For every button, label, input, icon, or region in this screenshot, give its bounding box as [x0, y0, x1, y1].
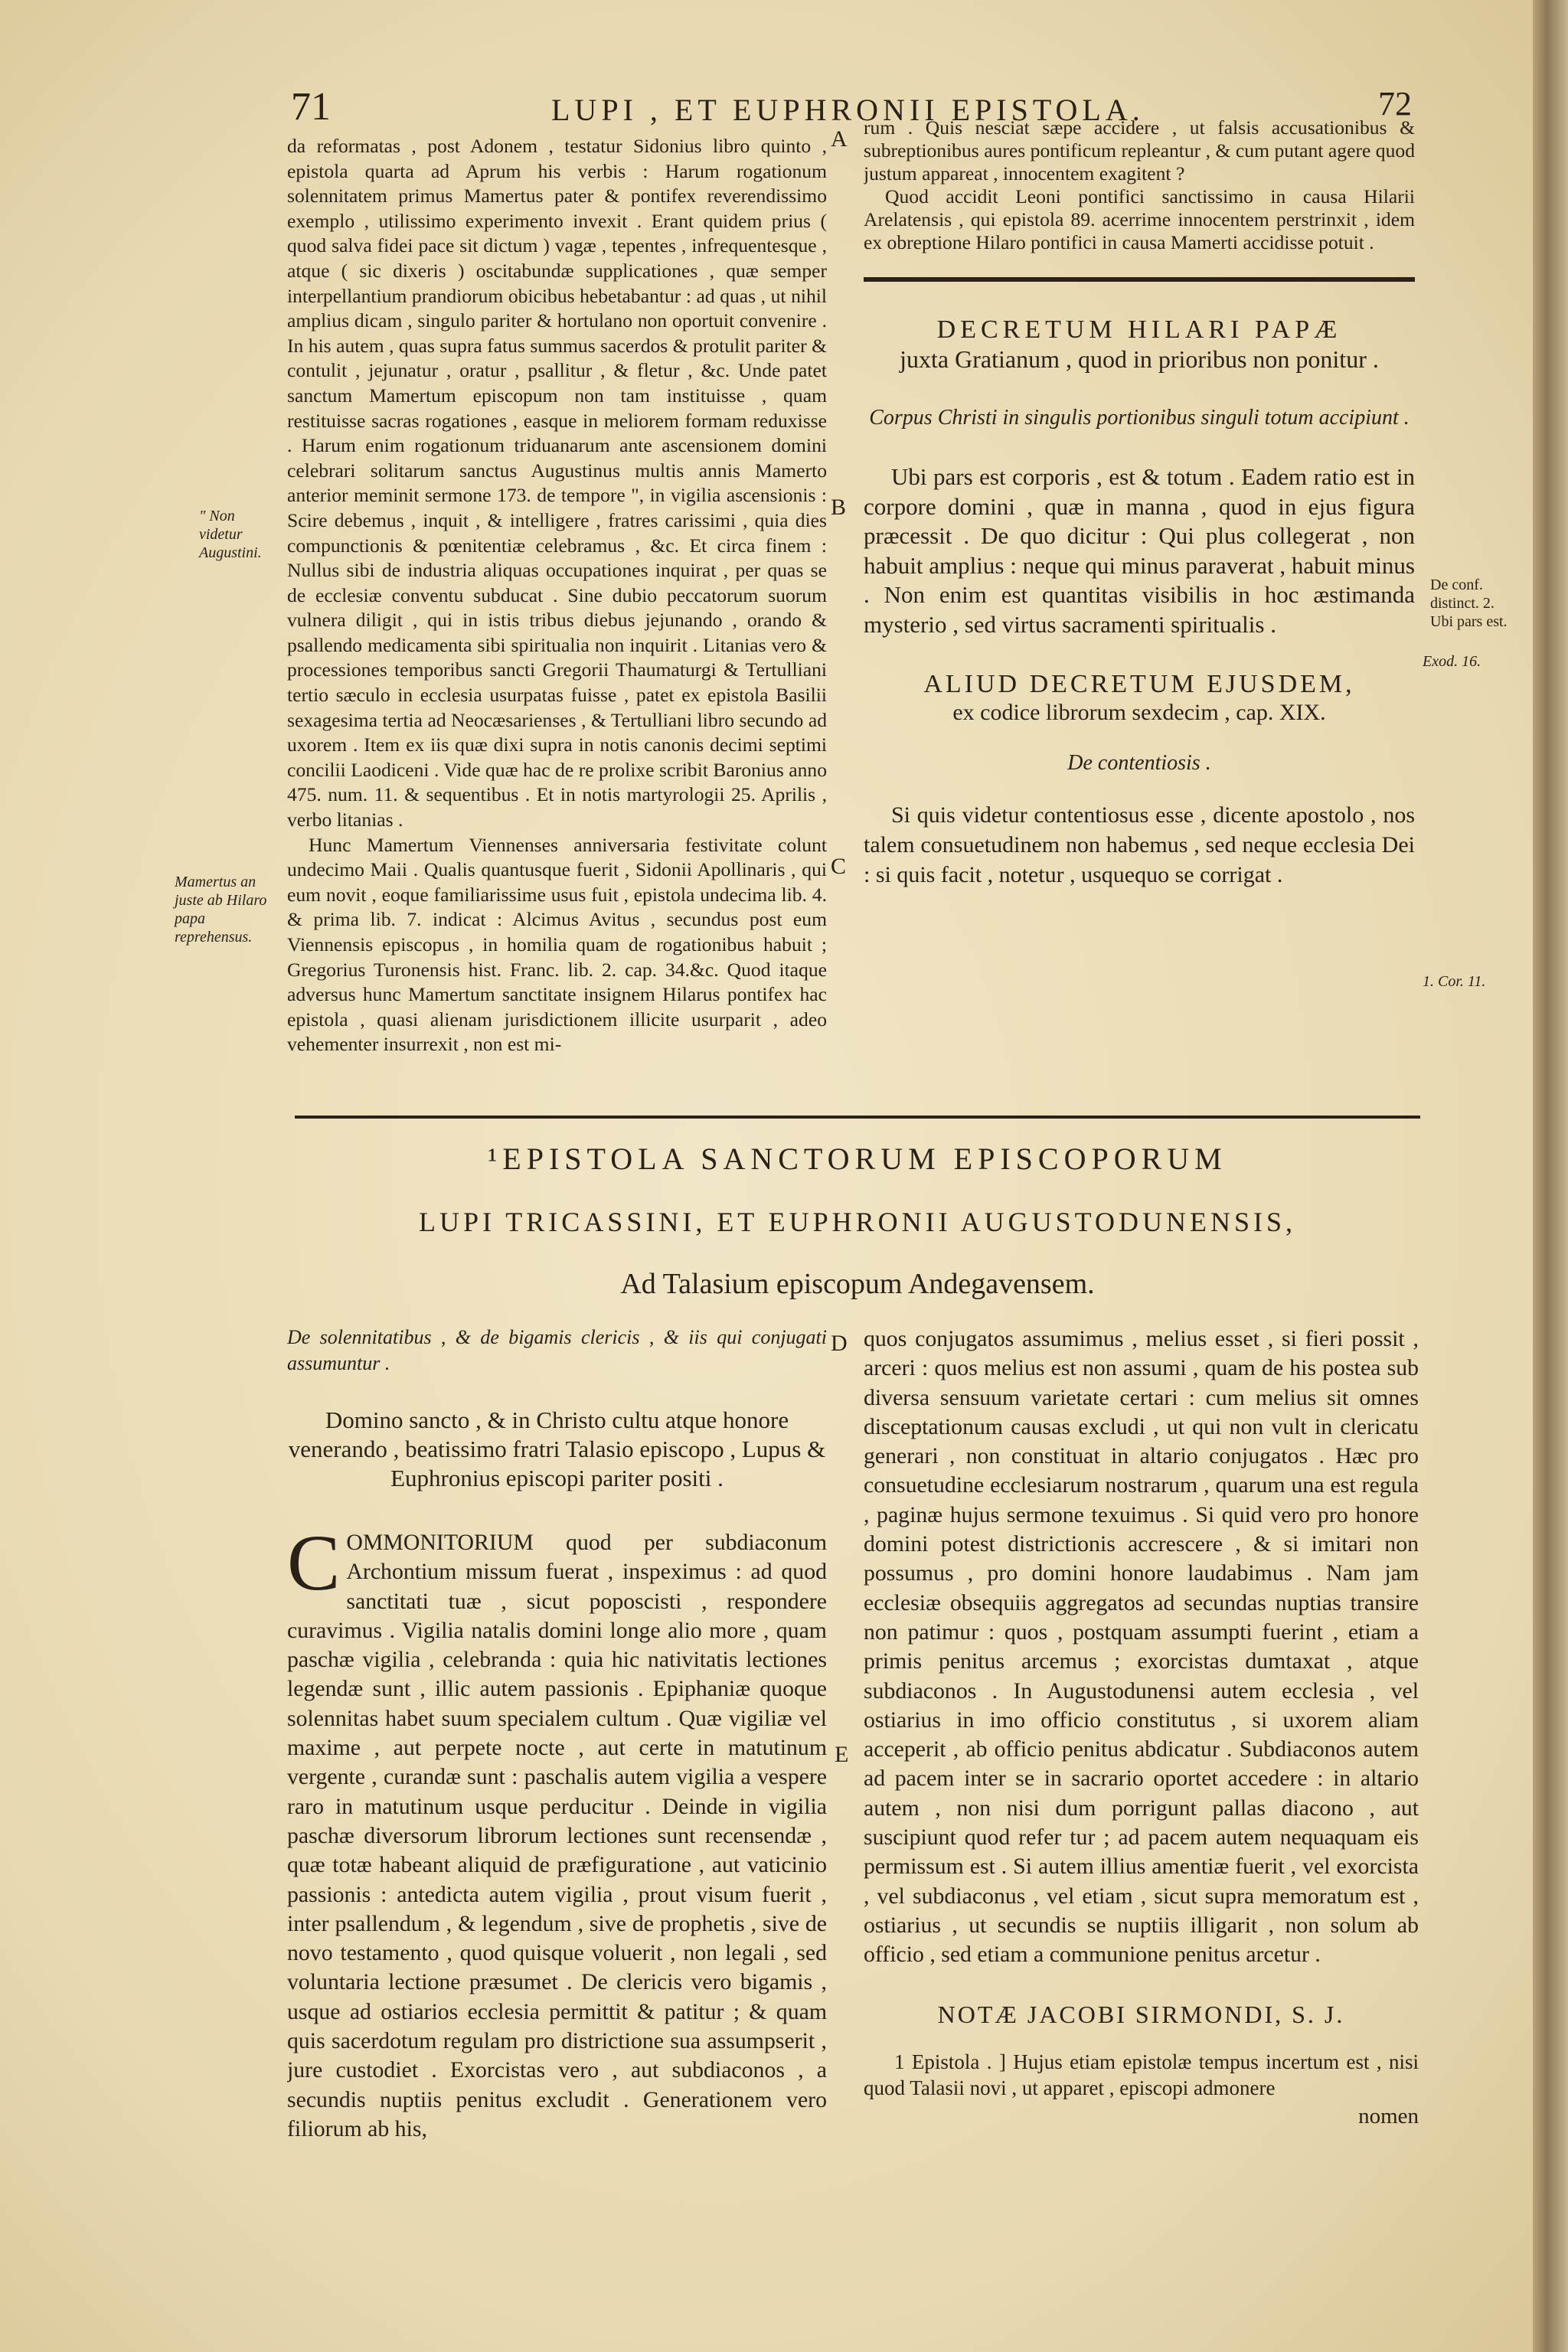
epistola-body-left-text: OMMONITORIUM quod per subdiaconum Archontium missum fuerat , inspeximus : ad quod sanctitati tuæ , sicut poposcisti , respondere curavimus . Vigilia natalis domini longe alio more , quam paschæ vigilia , celebranda : quia hic nativitatis lectiones legendæ sunt , illic autem passionis . Epiphaniæ quoque solennitas habet suum specialem cultum . Quæ vigiliæ vel maxime , aut perpete nocte , aut certe in matutinum vergente , curandæ sunt : paschalis autem vigilia a vespere raro in matutinum usque perducitur . Deinde in vigilia paschæ diversorum librorum lectiones sunt recensendæ , quæ totæ habeant aliquid de præfiguratione , aut vaticinio passionis : antedicta autem vigilia , prout visum fuerit , inter psallendum , & legendum , sive de prophetis , sive de novo testamento , quod quisque voluerit , non legali , sed voluntaria lectione præsumet . De clericis vero bigamis , usque ad ostiarios ecclesia permittit & patitur ; & quam quis sacerdotum regulam pro districtione sua assumpserit , jure custodiet . Exorcistas vero , aut subdiaconos , a secundis nuptiis penitus excludit . Generationem vero filiorum ab his, [287, 1530, 827, 2141]
section-marker-d: D [831, 1331, 848, 1356]
decretum-rubric: Corpus Christi in singulis portionibus singuli totum accipiunt . [869, 406, 1410, 430]
epistola-rubric: De solennitatibus , & de bigamis clericis , & iis qui conjugati assumuntur . [287, 1326, 827, 1374]
decretum-subtitle: juxta Gratianum , quod in prioribus non ponitur . [900, 345, 1379, 373]
right-top-paragraph-1: rum . Quis nesciat sæpe accidere , ut falsis accusationibus & subreptionibus aures pontificum repleantur , & cum putant agere quod justum appareat , innocentem exagitent ? [864, 116, 1415, 185]
epistola-rule [295, 1116, 1420, 1119]
aliud-decretum-body: Si quis videtur contentiosus esse , dicente apostolo , nos talem consuetudinem non habemus , sed neque ecclesia Dei : si quis facit , notetur , usquequo se corrigat . [864, 802, 1415, 887]
folio-right: 72 [1378, 85, 1412, 122]
epistola-salutation: Domino sancto , & in Christo cultu atque honore venerando , beatissimo fratri Talasio episcopo , Lupus & Euphronius episcopi pariter positi . [288, 1406, 826, 1491]
section-marker-a: A [831, 126, 848, 152]
margin-note-exodus: Exod. 16. [1423, 653, 1481, 670]
right-top-paragraph-2: Quod accidit Leoni pontifici sanctissimo in causa Hilarii Arelatensis , qui epistola 89. acerrime innocentem perstrinxit , idem ex obreptione Hilaro pontifici in causa Mamerti accidisse potuit . [864, 185, 1415, 253]
aliud-decretum-subtitle: ex codice librorum sexdecim , cap. XIX. [952, 700, 1326, 725]
section-marker-c: C [831, 854, 847, 879]
running-title: LUPI , ET EUPHRONII EPISTOLA. [551, 93, 1145, 127]
margin-note-corinthians: 1. Cor. 11. [1423, 973, 1486, 990]
folio-left: 71 [291, 85, 331, 129]
commentary-paragraph-2: Hunc Mamertum Viennenses anniversaria festivitate colunt undecimo Maii . Qualis quantusque fuerit , Sidonii Apollinaris , qui eum novit , eoque familiarissime usus fuit , epistola undecima lib. 4. & prima lib. 7. indicat : Alcimus Avitus , secundus post eum Viennensis episcopus , in homilia quam de rogationibus habuit ; Gregorius Turonensis hist. Franc. lib. 2. cap. 34.&c. Quod itaque adversus hunc Mamertum sanctitate insignem Hilarus pontifex hac epistola , quasi alienam jurisdictionem illicite usurparit , adeo vehementer insurrexit , non est mi- [287, 833, 827, 1056]
epistola-addressee: Ad Talasium episcopum Andegavensem. [620, 1268, 1095, 1300]
section-marker-e: E [835, 1742, 849, 1767]
left-column-commentary [287, 134, 827, 1095]
margin-note-augustini: " Non videtur Augustini. [199, 508, 262, 561]
section-rule [864, 277, 1415, 282]
page-gutter [1533, 0, 1568, 2352]
epistola-left-column [287, 1325, 827, 2174]
drop-cap: C [287, 1519, 341, 1607]
catchword: nomen [1358, 2103, 1419, 2128]
commentary-paragraph-1: da reformatas , post Adonem , testatur Sidonius libro quinto , epistola quarta ad Aprum his verbis : Harum rogationum solennitatem primus Mamertus pater & pontifex reverendissimo exemplo , utilissimo experimento invexit . Erant quidem prius ( quod salva fidei pace sit dictum ) vagæ , tepentes , infrequentesque , atque ( sic dixeris ) oscitabundæ supplicationes , quæ semper interpellantium prandiorum obicibus hebetabantur : ad quas , ut nihil amplius dicam , singulo pariter & hortulano non oportuit convenire . In his autem , quas supra fatus summus sacerdos & protulit pariter & contulit , jejunatur , oratur , psallitur , & fletur , &c. Unde patet sanctum Mamertum episcopum non tam instituisse , quam restituisse sacras rogationes , easque in meliorem formam reduxisse . Harum enim rogationum triduanarum ante ascensionem domini celebrari solitarum sanctus Augustinus multis annis Mamerto anterior meminit sermone 173. de tempore ", in vigilia ascensionis : Scire debemus , inquit , & intelligere , fratres carissimi , quia dies compunctionis & pœnitentiæ celebramus , &c. Et circa finem : Nullus sibi de industria aliquas occupationes inquirat , per quas se de ecclesiæ conventu subducat . Sine dubio peccatorum suorum vulnera diligit , qui in istis tribus diebus jejunando , orando & psallendo medicamenta sibi spiritualia non inquirit . Litanias vero & processiones temporibus sancti Gregorii Thaumaturgi & Tertulliani tertio sæculo in ecclesia usurpatas fuisse , patet ex epistola Basilii sexagesima tertia ad Neocæsarienses , & Tertulliani libro secundo ad uxorem . Item ex iis quæ dixi supra in notis canonis decimi septimi concilii Laodiceni . Vide quæ hac de re prolixe scribit Baronius anno 475. num. 11. & sequentibus . Et in notis martyrologii 25. Aprilis , verbo litanias . [287, 135, 827, 831]
epistola-title: ¹EPISTOLA SANCTORUM EPISCOPORUM [488, 1142, 1227, 1176]
epistola-right-column [864, 1325, 1419, 2197]
epistola-body-left [287, 1519, 827, 2144]
notes-body: 1 Epistola . ] Hujus etiam epistolæ tempus incertum est , nisi quod Talasii novi , ut apparet , episcopi admonere [864, 2050, 1419, 2099]
decretum-body: Ubi pars est corporis , est & totum . Eadem ratio est in corpore domini , quæ in manna , quod in ejus figura præcessit . De quo dicitur : Qui plus collegerat , non habuit amplius : neque qui minus paraverat , habuit minus . Non enim est quantitas visibilis in hoc æstimanda mysterio , sed virtus sacramenti spiritualis . [864, 463, 1415, 638]
margin-note-de-conf: De conf. distinct. 2. Ubi pars est. [1430, 577, 1508, 630]
epistola-body-right: quos conjugatos assumimus , melius esset , si fieri possit , arceri : quos melius est non assumi , quam de his postea sub diversa sensuum varietate certari : cum melius sit omnes disceptationum causas excludi , ut qui non vult in clericatu generari , non constituat in altario conjugatos . Hæc pro consuetudine ecclesiarum nostrarum , quarum una est regula , paginæ hujus sermone texuimus . Si quid vero pro honore domini potest districtionis accrescere , & si imitari non possumus , pro domini honore laudabimus . Nam jam ecclesiæ obsequiis aggregatos ad secundas nuptias transire non patimur : quos , postquam assumpti fuerint , etiam a primis penitus arcemus ; exorcistas dumtaxat , atque subdiaconos . In Augustodunensi autem ecclesia , vel ostiarius in imo officio constitutus , si uxorem aliam acceperit , ab officio penitus abdicatur . Subdiaconos autem ad pacem inter se in sacrario oportet accedere : in altario autem , non nisi dum porrigunt pallas diacono , aut suscipiunt quod refer tur ; ad pacem autem nequaquam eis permissum est . Si autem illius amentiæ fuerit , vel exorcista , vel subdiaconus , vel etiam , sicut supra memoratum est , ostiarius , ut secundis se nuptiis illigarit , non solum ab officio , sed etiam a communione penitus arcetur . [864, 1326, 1419, 1968]
aliud-decretum-title: ALIUD DECRETUM EJUSDEM, [923, 670, 1355, 698]
decretum-title: DECRETUM HILARI PAPÆ [936, 315, 1342, 344]
margin-note-mamertus: Mamertus an juste ab Hilaro papa reprehensus. [175, 874, 267, 946]
right-column [864, 116, 1415, 1096]
section-marker-b: B [831, 495, 847, 520]
aliud-decretum-rubric: De contentiosis . [1067, 751, 1211, 775]
epistola-subtitle: LUPI TRICASSINI, ET EUPHRONII AUGUSTODUNENSIS, [418, 1207, 1297, 1237]
notes-title: NOTÆ JACOBI SIRMONDI, S. J. [937, 2000, 1345, 2028]
